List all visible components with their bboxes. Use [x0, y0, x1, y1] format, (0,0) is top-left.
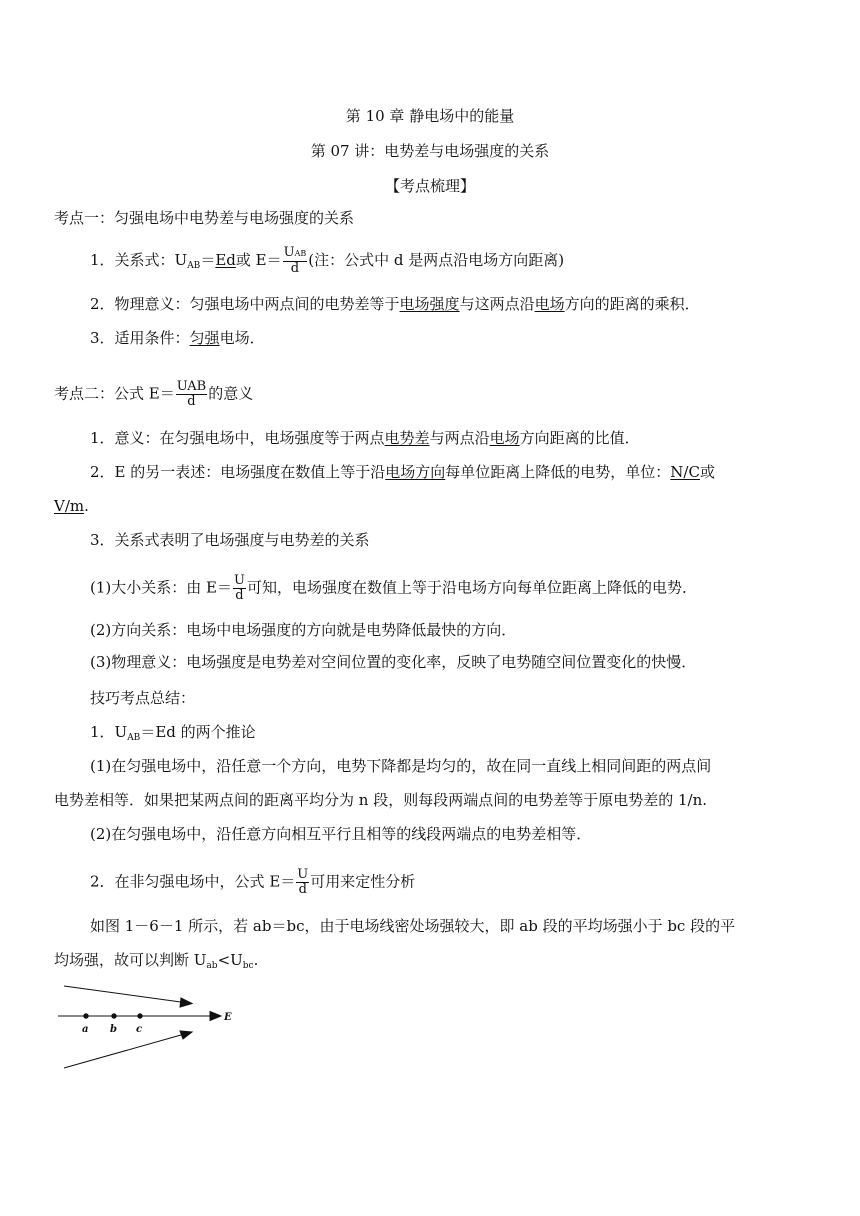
kp1-line-1: 1．关系式：$U_{AB}=Ed$或 E＝ $\frac{\text{UAB}}{d}$ (注：公式中 d 是两点沿电场方向距离) [90, 245, 565, 276]
kp2-line-1: 1．意义：在匀强电场中，电场强度等于两点电势差与两点沿电场方向距离的比值． [90, 429, 640, 447]
label-a: a [82, 1024, 89, 1035]
arrow-head-middle [210, 1012, 221, 1021]
fraction-uab-over-d: $\frac{\text{UAB}}{d}$ [283, 245, 307, 276]
kp2-line-5: (2)方向关系：电场中电场强度的方向就是电势降低最快的方向． [90, 621, 517, 639]
label-e: E [224, 1012, 232, 1023]
kp1-line-3: 3．适用条件：匀强电场． [90, 329, 265, 347]
tips-line-1: 1．$U_{AB}=Ed$ 的两个推论 [90, 723, 256, 743]
tips-title: 技巧考点总结： [90, 689, 196, 707]
field-line-top [64, 986, 188, 1003]
kp2-line-3: 3．关系式表明了电场强度与电势差的关系 [90, 531, 370, 549]
kp2-title: 考点二：公式 E＝ $\frac{\text{UAB}}{d}$ 的意义 [54, 379, 254, 409]
tips-line-2b: 电势差相等．如果把某两点间的距离平均分为 n 段，则每段两端点间的电势差等于原电势差的 1/n. [54, 791, 707, 809]
tips-line-2a: (1)在匀强电场中，沿任意一个方向，电势下降都是均匀的，故在同一直线上相同间距的两点间 [90, 757, 712, 775]
chapter-title: 第 10 章 静电场中的能量 [345, 107, 515, 125]
kp2-line-6: (3)物理意义：电场强度是电势差对空间位置的变化率，反映了电势随空间位置变化的快慢． [90, 653, 697, 671]
label-b: b [110, 1024, 117, 1035]
lecture-title: 第 07 讲：电势差与电场强度的关系 [310, 142, 550, 160]
kp2-line-2-cont: V/m. [54, 497, 89, 515]
electric-field-figure [58, 978, 248, 1078]
kp1-title: 考点一：匀强电场中电势差与电场强度的关系 [54, 209, 355, 227]
kp1-line-2: 2．物理意义：匀强电场中两点间的电势差等于电场强度与这两点沿电场方向的距离的乘积． [90, 295, 700, 313]
field-line-bottom [64, 1033, 188, 1068]
tips-line-3: (2)在匀强电场中，沿任意方向相互平行且相等的线段两端点的电势差相等． [90, 825, 592, 843]
section-heading: 【考点梳理】 [384, 177, 475, 195]
arrow-head-top [180, 998, 192, 1007]
tips-line-5b: 均场强，故可以判断 $U_{ab}<U_{bc}$. [54, 951, 259, 971]
point-a [84, 1014, 88, 1018]
label-c: c [136, 1024, 143, 1035]
point-c [138, 1014, 142, 1018]
point-b [112, 1014, 116, 1018]
tips-line-5a: 如图 1－6－1 所示，若 ab＝bc，由于电场线密处场强较大，即 ab 段的平均场强小于 bc 段的平 [90, 917, 736, 935]
tips-line-4: 2．在非匀强电场中，公式 E＝ $\frac{U}{d}$ 可用来定性分析 [90, 867, 416, 897]
fraction-u-over-d: $\frac{U}{d}$ [297, 867, 309, 897]
fraction-u-over-d: $\frac{U}{d}$ [233, 573, 245, 603]
kp2-line-2: 2．E 的另一表述：电场强度在数值上等于沿电场方向每单位距离上降低的电势，单位：N/C或 [90, 463, 715, 481]
arrow-head-bottom [180, 1031, 192, 1039]
kp2-line-4: (1)大小关系：由 E＝ $\frac{U}{d}$ 可知，电场强度在数值上等于沿电场方向每单位距离上降低的电势． [90, 573, 697, 603]
fraction-uab-over-d: $\frac{\text{UAB}}{d}$ [176, 379, 207, 409]
